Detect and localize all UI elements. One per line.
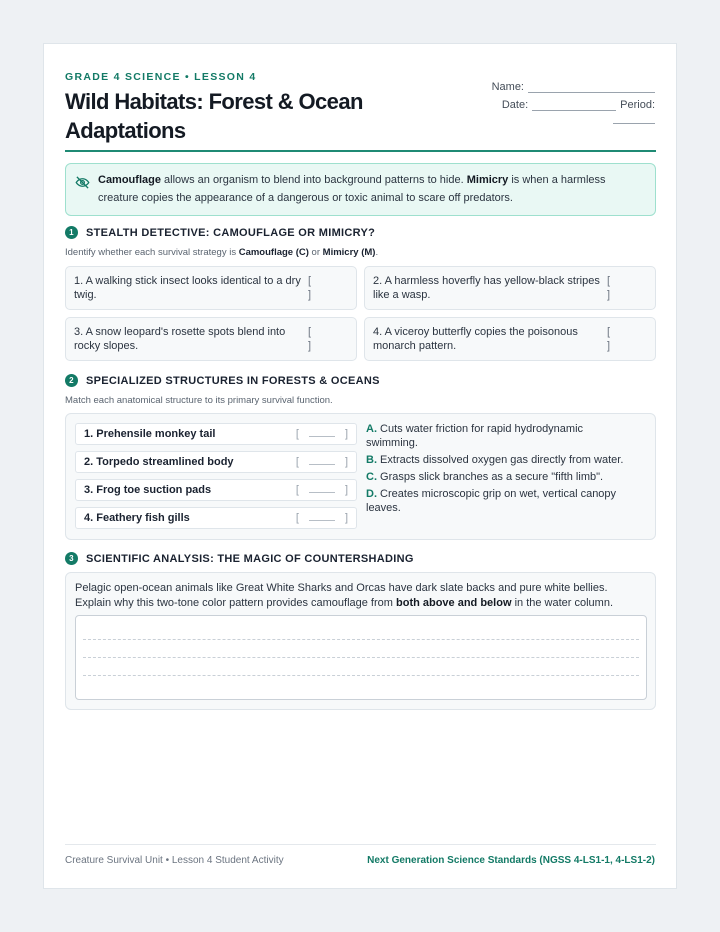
function-item xyxy=(366,470,636,484)
function-text: Grasps slick branches as a secure "fifth limb". xyxy=(377,471,604,483)
eye-off-icon xyxy=(75,175,90,190)
bracket-open: [ xyxy=(295,428,299,440)
structure-item xyxy=(75,451,357,473)
definition-callout xyxy=(65,163,656,216)
match-blank[interactable] xyxy=(296,484,348,496)
instr-camouflage: Camouflage (C) xyxy=(238,247,309,258)
footer-divider xyxy=(65,844,656,845)
question-card xyxy=(65,266,357,310)
bracket-close: ] xyxy=(344,456,348,468)
function-text: Extracts dissolved oxygen gas directly from water. xyxy=(377,454,624,466)
structure-label: 4. Feathery fish gills xyxy=(84,512,190,524)
page-title: Wild Habitats: Forest & Ocean Adaptations xyxy=(65,89,363,143)
section1-badge: 1 xyxy=(65,226,78,239)
answer-bracket[interactable]: [ ] xyxy=(607,326,611,352)
writing-line xyxy=(83,657,639,658)
question-card xyxy=(364,266,656,310)
section1-heading xyxy=(65,226,375,239)
period-label: Period: xyxy=(620,99,655,111)
matching-panel xyxy=(65,413,656,540)
section2-badge: 2 xyxy=(65,374,78,387)
footer-unit: Creature Survival Unit • Lesson 4 Student Activity xyxy=(65,855,284,866)
structure-item xyxy=(75,507,357,529)
prompt-post: in the water column. xyxy=(511,597,614,609)
match-blank[interactable] xyxy=(296,456,348,468)
function-item xyxy=(366,487,636,515)
writing-line xyxy=(83,675,639,676)
function-letter: B. xyxy=(366,454,377,466)
writing-line xyxy=(83,639,639,640)
header-divider xyxy=(65,150,656,152)
question-text: 4. A viceroy butterfly copies the poisonous monarch pattern. xyxy=(373,326,578,352)
instr-or: or xyxy=(308,247,323,258)
question-text: 3. A snow leopard's rosette spots blend into rocky slopes. xyxy=(74,326,286,352)
instr-pre: Identify whether each survival strategy is xyxy=(65,247,239,258)
section3-badge: 3 xyxy=(65,552,78,565)
structure-item xyxy=(75,423,357,445)
footer-standards: Next Generation Science Standards (NGSS 4-LS1-1, 4-LS1-2) xyxy=(367,855,655,866)
prompt-pre: Pelagic open-ocean animals like Great White Sharks and Orcas have dark slate backs and pure white bellies. Explain why this two-tone color pattern provides camouflage from xyxy=(75,582,608,609)
section2-title: SPECIALIZED STRUCTURES IN FORESTS & OCEANS xyxy=(86,374,380,387)
instr-mimicry: Mimicry (M) xyxy=(322,247,376,258)
instr-end: . xyxy=(375,247,379,258)
worksheet-page xyxy=(43,43,677,889)
question-text: 1. A walking stick insect looks identical to a dry twig. xyxy=(74,275,301,301)
function-text: Creates microscopic grip on wet, vertical canopy leaves. xyxy=(366,488,617,514)
match-blank[interactable] xyxy=(296,428,348,440)
section3-heading xyxy=(65,552,414,565)
term-mimicry: Mimicry xyxy=(466,174,509,186)
date-blank[interactable] xyxy=(532,100,616,111)
function-letter: A. xyxy=(366,423,377,435)
structure-label: 1. Prehensile monkey tail xyxy=(84,428,216,440)
section2-heading xyxy=(65,374,380,387)
bracket-close: ] xyxy=(344,484,348,496)
function-item xyxy=(366,453,636,467)
definition-mimicry: is when a harmless creature copies the appearance of a dangerous or toxic animal to scare off predators. xyxy=(98,174,606,204)
analysis-prompt xyxy=(75,581,645,611)
question-card xyxy=(65,317,357,361)
structure-label: 2. Torpedo streamlined body xyxy=(84,456,234,468)
definition-text xyxy=(98,171,638,207)
name-blank[interactable] xyxy=(528,82,655,93)
date-period-row xyxy=(502,99,655,111)
answer-bracket[interactable]: [ ] xyxy=(308,275,312,301)
section2-instructions: Match each anatomical structure to its primary survival function. xyxy=(65,395,333,406)
function-letter: D. xyxy=(366,488,377,500)
lesson-kicker: GRADE 4 SCIENCE • LESSON 4 xyxy=(65,71,257,83)
answer-writing-area[interactable] xyxy=(75,615,647,700)
question-card xyxy=(364,317,656,361)
name-label: Name: xyxy=(491,81,524,93)
term-camouflage: Camouflage xyxy=(98,174,161,186)
bracket-open: [ xyxy=(295,512,299,524)
question-text: 2. A harmless hoverfly has yellow-black stripes like a wasp. xyxy=(373,275,600,301)
bracket-close: ] xyxy=(344,512,348,524)
section3-title: SCIENTIFIC ANALYSIS: THE MAGIC OF COUNTERSHADING xyxy=(86,552,414,565)
bracket-close: ] xyxy=(344,428,348,440)
definition-camouflage: allows an organism to blend into background patterns to hide. xyxy=(160,174,467,186)
match-blank[interactable] xyxy=(296,512,348,524)
period-blank[interactable] xyxy=(613,123,655,124)
structure-label: 3. Frog toe suction pads xyxy=(84,484,212,496)
section1-title: STEALTH DETECTIVE: CAMOUFLAGE OR MIMICRY? xyxy=(86,226,376,239)
section1-instructions xyxy=(65,247,378,258)
name-field[interactable] xyxy=(492,81,655,93)
prompt-emphasis: both above and below xyxy=(396,597,512,609)
function-text: Cuts water friction for rapid hydrodynamic swimming. xyxy=(366,423,584,449)
structure-item xyxy=(75,479,357,501)
answer-bracket[interactable]: [ ] xyxy=(308,326,312,352)
bracket-open: [ xyxy=(295,456,299,468)
function-letter: C. xyxy=(366,471,377,483)
function-item xyxy=(366,422,636,450)
function-list xyxy=(366,422,636,518)
bracket-open: [ xyxy=(295,484,299,496)
date-label: Date: xyxy=(501,99,529,111)
analysis-panel xyxy=(65,572,656,710)
answer-bracket[interactable]: [ ] xyxy=(607,275,611,301)
